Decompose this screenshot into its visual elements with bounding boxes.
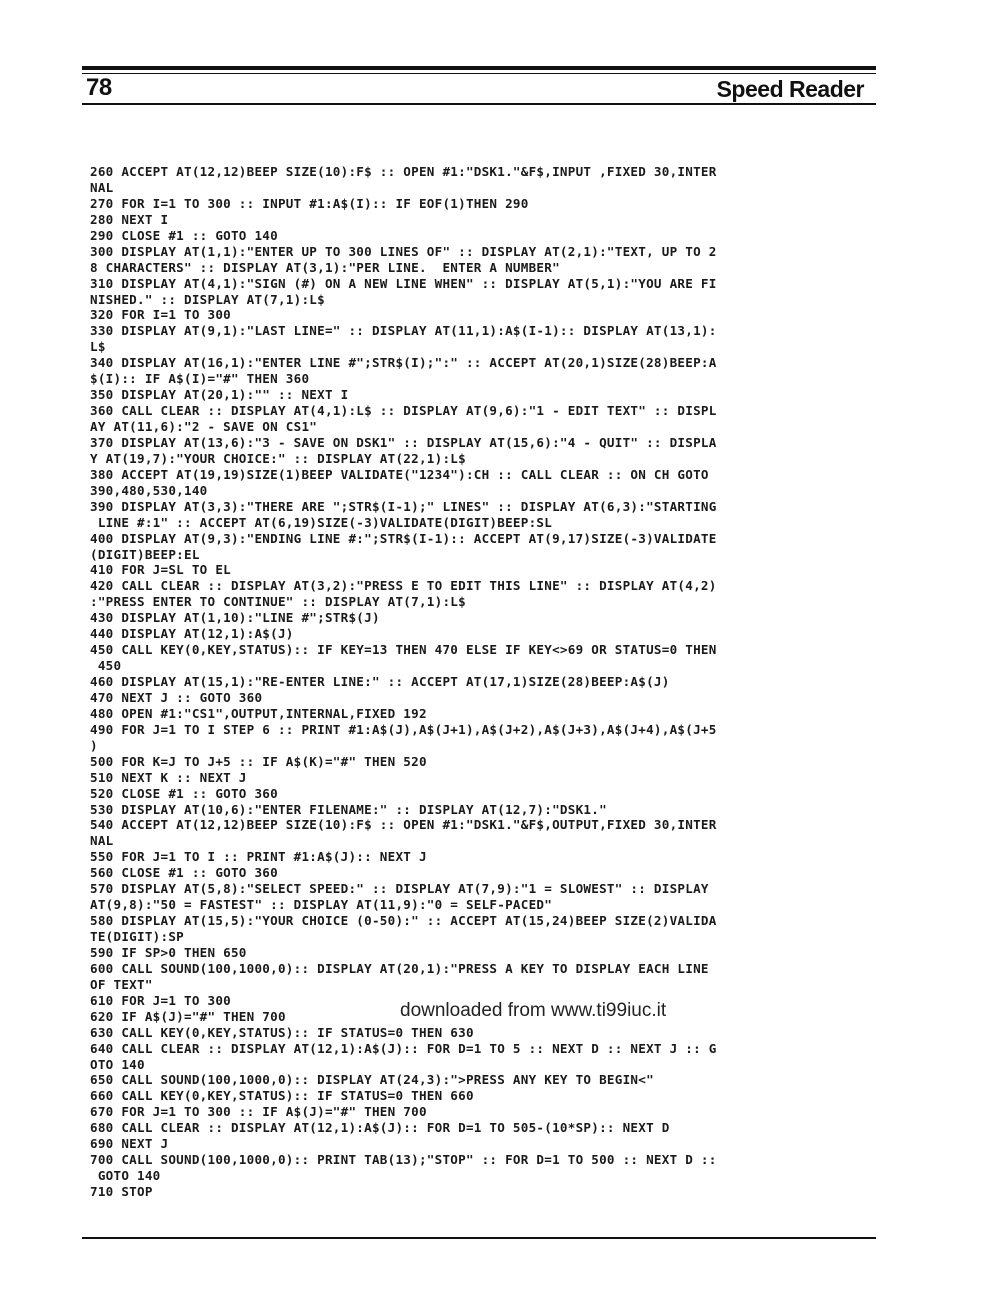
code-line: 500 FOR K=J TO J+5 :: IF A$(K)="#" THEN 520: [90, 753, 427, 769]
code-line: 690 NEXT J: [90, 1136, 169, 1152]
code-line: 360 CALL CLEAR :: DISPLAY AT(4,1):L$ :: DISPLAY AT(9,6):"1 - EDIT TEXT" :: DISPL: [90, 403, 717, 419]
code-line: NAL: [90, 179, 114, 195]
code-line: 450: [90, 658, 122, 674]
code-line: NAL: [90, 833, 114, 849]
code-line: 650 CALL SOUND(100,1000,0):: DISPLAY AT(24,3):">PRESS ANY KEY TO BEGIN<": [90, 1072, 654, 1088]
code-line: 430 DISPLAY AT(1,10):"LINE #";STR$(J): [90, 610, 380, 626]
code-line: 370 DISPLAY AT(13,6):"3 - SAVE ON DSK1" :: DISPLAY AT(15,6):"4 - QUIT" :: DISPLA: [90, 434, 717, 450]
code-line: 330 DISPLAY AT(9,1):"LAST LINE=" :: DISPLAY AT(11,1):A$(I-1):: DISPLAY AT(13,1):: [90, 323, 717, 339]
code-line: 350 DISPLAY AT(20,1):"" :: NEXT I: [90, 387, 349, 403]
header-rule-thin: [82, 73, 876, 74]
code-line: 550 FOR J=1 TO I :: PRINT #1:A$(J):: NEXT J: [90, 849, 427, 865]
code-line: 440 DISPLAY AT(12,1):A$(J): [90, 626, 294, 642]
code-line: 450 CALL KEY(0,KEY,STATUS):: IF KEY=13 THEN 470 ELSE IF KEY<>69 OR STATUS=0 THEN: [90, 642, 717, 658]
code-line: 660 CALL KEY(0,KEY,STATUS):: IF STATUS=0 THEN 660: [90, 1088, 474, 1104]
code-line: 700 CALL SOUND(100,1000,0):: PRINT TAB(13);"STOP" :: FOR D=1 TO 500 :: NEXT D ::: [90, 1152, 717, 1168]
code-line: 280 NEXT I: [90, 211, 169, 227]
code-line: 310 DISPLAY AT(4,1):"SIGN (#) ON A NEW LINE WHEN" :: DISPLAY AT(5,1):"YOU ARE FI: [90, 275, 717, 291]
code-line: 610 FOR J=1 TO 300: [90, 992, 231, 1008]
code-line: 340 DISPLAY AT(16,1):"ENTER LINE #";STR$(I);":" :: ACCEPT AT(20,1)SIZE(28)BEEP:A: [90, 355, 717, 371]
code-line: L$: [90, 339, 106, 355]
code-line: 410 FOR J=SL TO EL: [90, 562, 231, 578]
code-line: 520 CLOSE #1 :: GOTO 360: [90, 785, 278, 801]
code-line: 560 CLOSE #1 :: GOTO 360: [90, 865, 278, 881]
code-line: 420 CALL CLEAR :: DISPLAY AT(3,2):"PRESS E TO EDIT THIS LINE" :: DISPLAY AT(4,2): [90, 578, 717, 594]
code-line: 620 IF A$(J)="#" THEN 700: [90, 1008, 286, 1024]
code-line: 510 NEXT K :: NEXT J: [90, 769, 247, 785]
code-line: 390 DISPLAY AT(3,3):"THERE ARE ";STR$(I-1);" LINES" :: DISPLAY AT(6,3):"STARTING: [90, 498, 717, 514]
code-line: 710 STOP: [90, 1184, 153, 1199]
code-line: 8 CHARACTERS" :: DISPLAY AT(3,1):"PER LINE. ENTER A NUMBER": [90, 259, 560, 275]
code-line: 290 CLOSE #1 :: GOTO 140: [90, 227, 278, 243]
page-number: 78: [86, 74, 112, 101]
code-line: 480 OPEN #1:"CS1",OUTPUT,INTERNAL,FIXED 192: [90, 705, 427, 721]
code-line: 400 DISPLAY AT(9,3):"ENDING LINE #:";STR$(I-1):: ACCEPT AT(9,17)SIZE(-3)VALIDATE: [90, 530, 717, 546]
code-line: AY AT(11,6):"2 - SAVE ON CS1": [90, 419, 318, 434]
code-line: 320 FOR I=1 TO 300: [90, 307, 231, 323]
code-line: 380 ACCEPT AT(19,19)SIZE(1)BEEP VALIDATE("1234"):CH :: CALL CLEAR :: ON CH GOTO: [90, 466, 709, 482]
code-line: 470 NEXT J :: GOTO 360: [90, 689, 263, 705]
code-line: TE(DIGIT):SP: [90, 929, 184, 944]
code-line: 530 DISPLAY AT(10,6):"ENTER FILENAME:" :: DISPLAY AT(12,7):"DSK1.": [90, 801, 607, 817]
code-line: LINE #:1" :: ACCEPT AT(6,19)SIZE(-3)VALIDATE(DIGIT)BEEP:SL: [90, 514, 553, 530]
code-line: Y AT(19,7):"YOUR CHOICE:" :: DISPLAY AT(22,1):L$: [90, 450, 466, 466]
code-line: 390,480,530,140: [90, 482, 208, 498]
program-listing: [90, 164, 870, 1200]
code-line: 600 CALL SOUND(100,1000,0):: DISPLAY AT(20,1):"PRESS A KEY TO DISPLAY EACH LINE: [90, 960, 709, 976]
code-line: AT(9,8):"50 = FASTEST" :: DISPLAY AT(11,9):"0 = SELF-PACED": [90, 897, 553, 913]
code-line: (DIGIT)BEEP:EL: [90, 546, 200, 562]
code-line: 590 IF SP>0 THEN 650: [90, 944, 247, 960]
header-underline: [82, 103, 876, 105]
code-line: 680 CALL CLEAR :: DISPLAY AT(12,1):A$(J):: FOR D=1 TO 505-(10*SP):: NEXT D: [90, 1120, 670, 1136]
code-line: 670 FOR J=1 TO 300 :: IF A$(J)="#" THEN 700: [90, 1104, 427, 1120]
code-line: $(I):: IF A$(I)="#" THEN 360: [90, 371, 310, 387]
code-line: OF TEXT": [90, 976, 153, 992]
code-line: 540 ACCEPT AT(12,12)BEEP SIZE(10):F$ :: OPEN #1:"DSK1."&F$,OUTPUT,FIXED 30,INTER: [90, 817, 717, 833]
code-line: 460 DISPLAY AT(15,1):"RE-ENTER LINE:" :: ACCEPT AT(17,1)SIZE(28)BEEP:A$(J): [90, 674, 670, 689]
code-line: :"PRESS ENTER TO CONTINUE" :: DISPLAY AT(7,1):L$: [90, 594, 466, 610]
code-line: ): [90, 737, 98, 753]
code-line: NISHED." :: DISPLAY AT(7,1):L$: [90, 291, 325, 307]
code-line: 580 DISPLAY AT(15,5):"YOUR CHOICE (0-50):" :: ACCEPT AT(15,24)BEEP SIZE(2)VALIDA: [90, 913, 717, 929]
code-line: 490 FOR J=1 TO I STEP 6 :: PRINT #1:A$(J),A$(J+1),A$(J+2),A$(J+3),A$(J+4),A$(J+5: [90, 721, 717, 737]
code-line: OTO 140: [90, 1056, 145, 1072]
code-line: 260 ACCEPT AT(12,12)BEEP SIZE(10):F$ :: OPEN #1:"DSK1."&F$,INPUT ,FIXED 30,INTER: [90, 164, 717, 179]
code-line: 270 FOR I=1 TO 300 :: INPUT #1:A$(I):: IF EOF(1)THEN 290: [90, 195, 529, 211]
code-line: 630 CALL KEY(0,KEY,STATUS):: IF STATUS=0 THEN 630: [90, 1024, 474, 1040]
footer-rule: [82, 1237, 876, 1239]
code-line: 640 CALL CLEAR :: DISPLAY AT(12,1):A$(J):: FOR D=1 TO 5 :: NEXT D :: NEXT J :: G: [90, 1040, 717, 1056]
header-rule-thick: [82, 66, 876, 70]
code-line: GOTO 140: [90, 1168, 161, 1184]
watermark-text: downloaded from www.ti99iuc.it: [400, 1000, 667, 1021]
code-line: 300 DISPLAY AT(1,1):"ENTER UP TO 300 LINES OF" :: DISPLAY AT(2,1):"TEXT, UP TO 2: [90, 243, 717, 259]
running-head: Speed Reader: [716, 76, 864, 102]
code-line: 570 DISPLAY AT(5,8):"SELECT SPEED:" :: DISPLAY AT(7,9):"1 = SLOWEST" :: DISPLAY: [90, 881, 709, 897]
